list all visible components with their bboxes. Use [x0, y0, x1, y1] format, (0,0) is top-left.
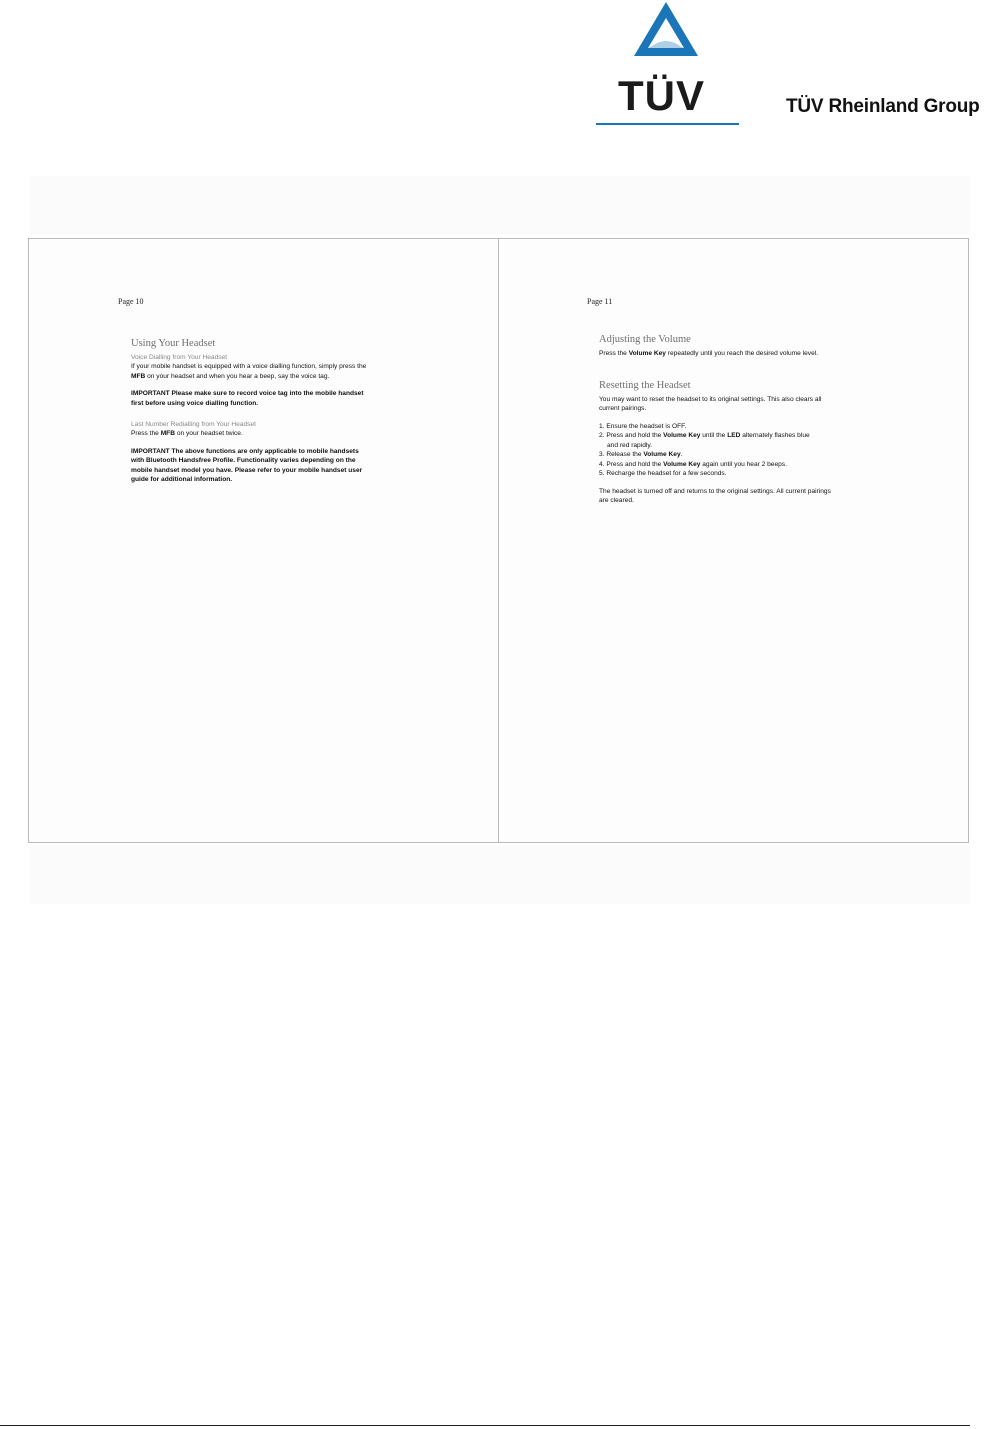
text-span: .	[680, 451, 683, 458]
section-title: Adjusting the Volume	[599, 334, 691, 345]
text-span: 4. Press and hold the	[599, 460, 664, 468]
paragraph	[131, 362, 371, 381]
text-span: alternately flashes blue	[740, 432, 810, 439]
page-number: Page 10	[118, 297, 144, 306]
text-span: 2. Press and hold the	[599, 432, 664, 439]
bold-term: LED	[727, 432, 741, 439]
page-content	[131, 337, 371, 485]
text-span: repeatedly until you reach the desired volume level.	[665, 350, 819, 357]
manual-spread	[28, 238, 969, 843]
tuv-logo-text: TÜV	[618, 72, 705, 119]
list-item	[599, 431, 839, 441]
bold-term: MFB	[160, 430, 175, 437]
paragraph	[599, 349, 839, 359]
bold-term: Volume Key	[643, 451, 681, 458]
page-left	[29, 239, 498, 842]
list-item: 1. Ensure the headset is OFF.	[599, 422, 687, 430]
list-item	[599, 450, 839, 460]
brand-name: TÜV Rheinland Group	[786, 96, 980, 117]
paragraph: The headset is turned off and returns to the original settings. All current pairings are cleared.	[599, 487, 831, 504]
page-number: Page 11	[587, 297, 613, 306]
paragraph: You may want to reset the headset to its original settings. This also clears all current pairings.	[599, 395, 822, 412]
list-item	[599, 460, 839, 470]
text-span: If your mobile handset is equipped with a voice dialling function, simply press the	[131, 363, 367, 370]
list-item-continuation: and red rapidly.	[607, 441, 652, 449]
bold-term: Volume Key	[663, 460, 701, 468]
bold-term: Volume Key	[663, 432, 701, 439]
subsection-title: Voice Dialling from Your Headset	[131, 354, 228, 361]
bold-term: MFB	[131, 372, 146, 380]
text-span: again until you hear 2 beeps.	[700, 460, 787, 468]
text-span: on your headset twice.	[174, 430, 243, 437]
reset-steps-list	[599, 422, 839, 479]
text-span: on your headset and when you hear a beep, say the voice tag.	[145, 372, 330, 380]
text-span: Press the	[599, 350, 629, 357]
top-band	[30, 176, 970, 234]
page-content	[599, 333, 839, 506]
list-item: 5. Recharge the headset for a few seconds.	[599, 470, 727, 477]
paragraph	[131, 429, 371, 439]
subsection-title: Last Number Redialling from Your Headset	[131, 421, 256, 428]
footer-rule	[0, 1425, 970, 1426]
important-note: IMPORTANT The above functions are only applicable to mobile handsets with Bluetooth Handsfree Profile. Functionality varies depending on the mobile handset model you have. Please refer to your mobile handset user guide for additional information.	[131, 447, 363, 483]
bold-term: Volume Key	[628, 350, 666, 357]
section-title: Resetting the Headset	[599, 379, 691, 391]
important-note: IMPORTANT Please make sure to record voice tag into the mobile handset first before using voice dialling function.	[131, 390, 364, 407]
bottom-band	[30, 846, 970, 904]
page-right	[499, 239, 968, 842]
section-title: Using Your Headset	[131, 338, 216, 349]
tuv-logo	[596, 0, 740, 128]
text-span: 3. Release the	[599, 451, 644, 458]
text-span: Press the	[131, 430, 161, 437]
text-span: until the	[700, 432, 728, 439]
